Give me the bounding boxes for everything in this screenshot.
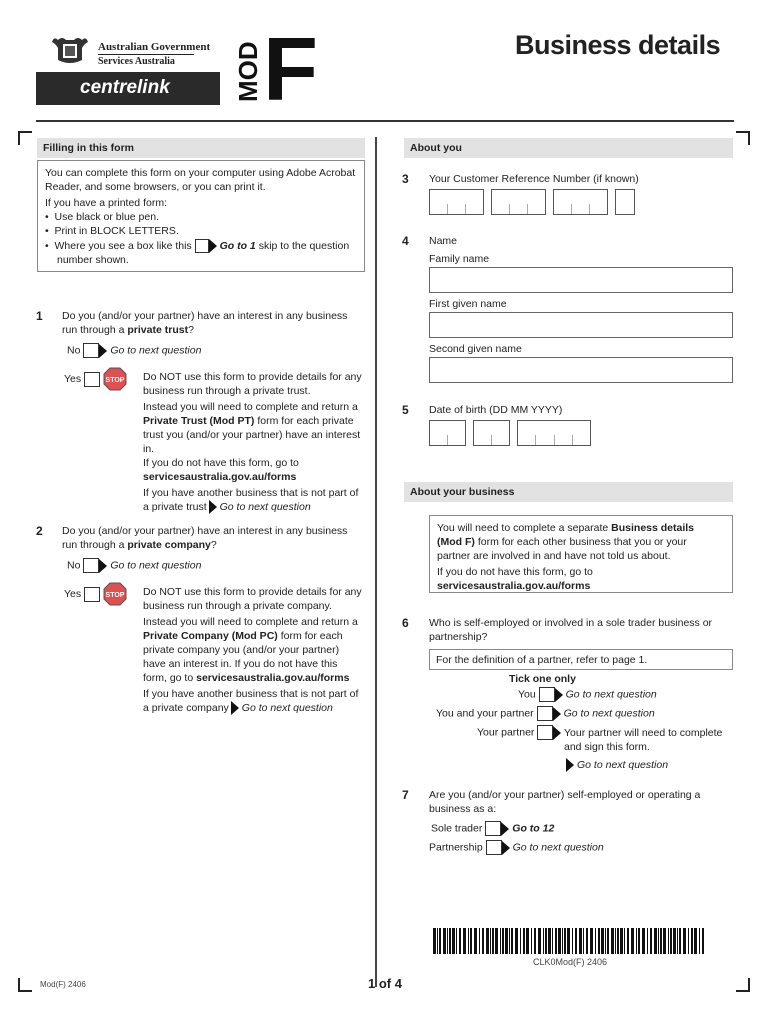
- partner-definition-note: For the definition of a partner, refer to page 1.: [429, 649, 733, 670]
- first-name-label: First given name: [429, 298, 507, 310]
- stop-sign-icon: [103, 582, 127, 606]
- svg-text:STOP: STOP: [105, 592, 125, 599]
- page-number: 1 of 4: [368, 976, 402, 991]
- arrow-icon: [566, 758, 574, 772]
- arrow-icon: [501, 822, 509, 836]
- q6-you-option: You Go to next question: [518, 688, 657, 701]
- q6-partner-note: Your partner will need to complete and sign this form. Go to next question: [564, 727, 723, 771]
- bullet-item: • Where you see a box like this Go to 1 skip to the question: [45, 240, 350, 252]
- coat-of-arms-icon: [50, 34, 90, 68]
- column-divider: [375, 137, 377, 987]
- svg-text:STOP: STOP: [105, 377, 125, 384]
- q2-no-option: No Go to next question: [67, 559, 202, 572]
- mod-letter: F: [263, 20, 318, 120]
- centrelink-logo: centrelink: [36, 72, 220, 105]
- q7-sole-option: Sole trader Go to 12: [431, 822, 555, 835]
- question-number: 6: [402, 616, 409, 630]
- crn-check-char[interactable]: [615, 189, 635, 215]
- question-6-text: Who is self-employed or involved in a sole trader business or partnership?: [429, 617, 713, 643]
- government-rule: [98, 54, 194, 55]
- second-name-label: Second given name: [429, 343, 522, 355]
- crop-mark-top-right: [736, 131, 750, 145]
- q7-sole-checkbox[interactable]: [485, 821, 501, 836]
- example-box: [195, 239, 209, 253]
- q2-yes-option: Yes STOP: [64, 582, 127, 606]
- q1-no-option: No Go to next question: [67, 344, 202, 357]
- crop-mark-top-left: [18, 131, 32, 145]
- filling-line: You can complete this form on your computer using Adobe Acrobat: [45, 167, 356, 179]
- q1-yes-option: Yes STOP: [64, 367, 127, 391]
- barcode-label: CLK0Mod(F) 2406: [533, 957, 608, 967]
- barcode-icon: [433, 928, 705, 954]
- bullet-continuation: number shown.: [57, 254, 129, 267]
- question-3-text: Your Customer Reference Number (if known): [429, 173, 639, 185]
- separate-form-notice: You will need to complete a separate Business details (Mod F) form for each other business that you or your partner are involved in and have not told us about. If you do not have this form, go to servicesaustralia.gov.au/forms: [429, 515, 733, 593]
- question-number: 3: [402, 172, 409, 186]
- dob-year-field[interactable]: [517, 420, 591, 446]
- forms-link[interactable]: servicesaustralia.gov.au/forms: [196, 672, 350, 684]
- form-code: Mod(F) 2406: [40, 980, 86, 989]
- question-5-text: Date of birth (DD MM YYYY): [429, 404, 563, 416]
- question-number: 5: [402, 403, 409, 417]
- arrow-icon: [553, 707, 561, 721]
- crn-segment-2[interactable]: [491, 189, 546, 215]
- q2-yes-checkbox[interactable]: [84, 587, 100, 602]
- forms-link[interactable]: servicesaustralia.gov.au/forms: [143, 471, 297, 483]
- q6-partner-option: Your partner: [477, 725, 564, 740]
- government-name: Australian Government: [98, 41, 211, 53]
- q7-partnership-checkbox[interactable]: [486, 840, 502, 855]
- arrow-icon: [553, 726, 561, 740]
- second-name-field[interactable]: [429, 357, 733, 383]
- question-7-text: Are you (and/or your partner) self-employed or operating a business as a:: [429, 789, 701, 815]
- bullet-item: • Print in BLOCK LETTERS.: [45, 225, 179, 237]
- filling-line: If you have a printed form:: [45, 197, 167, 209]
- section-head-filling: Filling in this form: [37, 138, 365, 158]
- question-4-text: Name: [429, 235, 458, 247]
- q6-you-checkbox[interactable]: [539, 687, 555, 702]
- q2-no-checkbox[interactable]: [83, 558, 99, 573]
- mod-label: [233, 34, 263, 104]
- forms-link[interactable]: servicesaustralia.gov.au/forms: [437, 580, 591, 592]
- first-name-field[interactable]: [429, 312, 733, 338]
- arrow-icon: [555, 688, 563, 702]
- q6-partner-checkbox[interactable]: [537, 725, 553, 740]
- q6-both-option: You and your partner Go to next question: [436, 707, 655, 720]
- filling-instructions: [37, 160, 365, 272]
- section-head-about-business: About your business: [404, 482, 733, 502]
- crop-mark-bottom-left: [18, 978, 32, 992]
- q1-no-checkbox[interactable]: [83, 343, 99, 358]
- question-number: 7: [402, 788, 409, 802]
- svg-text:MOD: MOD: [233, 41, 263, 102]
- agency-name: Services Australia: [98, 56, 175, 67]
- arrow-icon: [99, 559, 107, 573]
- tick-one-only: Tick one only: [509, 673, 576, 685]
- crn-segment-1[interactable]: [429, 189, 484, 215]
- family-name-field[interactable]: [429, 267, 733, 293]
- crn-segment-3[interactable]: [553, 189, 608, 215]
- filling-line: Reader, and some browsers, or you can print it.: [45, 181, 266, 193]
- arrow-icon: [209, 239, 217, 253]
- dob-day-field[interactable]: [429, 420, 466, 446]
- question-2-text: Do you (and/or your partner) have an interest in any business run through a private company?: [62, 525, 348, 551]
- page-title: Business details: [515, 30, 721, 60]
- arrow-icon: [231, 701, 239, 715]
- crop-mark-bottom-right: [736, 978, 750, 992]
- question-1-text: Do you (and/or your partner) have an interest in any business run through a private trust?: [62, 310, 348, 336]
- header-divider: [36, 120, 734, 122]
- arrow-icon: [209, 500, 217, 514]
- arrow-icon: [99, 344, 107, 358]
- q6-both-checkbox[interactable]: [537, 706, 553, 721]
- section-head-about-you: About you: [404, 138, 733, 158]
- question-number: 4: [402, 234, 409, 248]
- arrow-icon: [502, 841, 510, 855]
- question-number: 1: [36, 309, 43, 323]
- stop-sign-icon: [103, 367, 127, 391]
- q7-partnership-option: Partnership Go to next question: [429, 841, 604, 854]
- dob-month-field[interactable]: [473, 420, 510, 446]
- q1-yes-instructions: Do NOT use this form to provide details for any business run through a private trust. Instead you will need to complete and return a Private Trust (Mod PT) form for each private trust you (and/or your partner) have an interest in. If you do not have this form, go to servicesaustralia.gov.au/forms If you have another business that is not part of a private trust Go to next question: [143, 370, 373, 514]
- family-name-label: Family name: [429, 253, 490, 265]
- bullet-item: • Use black or blue pen.: [45, 211, 159, 223]
- q1-yes-checkbox[interactable]: [84, 372, 100, 387]
- q2-yes-instructions: Do NOT use this form to provide details for any business run through a private company. Instead you will need to complete and return a Private Company (Mod PC) form for each private company you (and/or your partner) have an interest in. If you do not have this form, go to servicesaustralia.gov.au/forms If you have another business that is not part of a private company Go to next question: [143, 586, 362, 714]
- question-number: 2: [36, 524, 43, 538]
